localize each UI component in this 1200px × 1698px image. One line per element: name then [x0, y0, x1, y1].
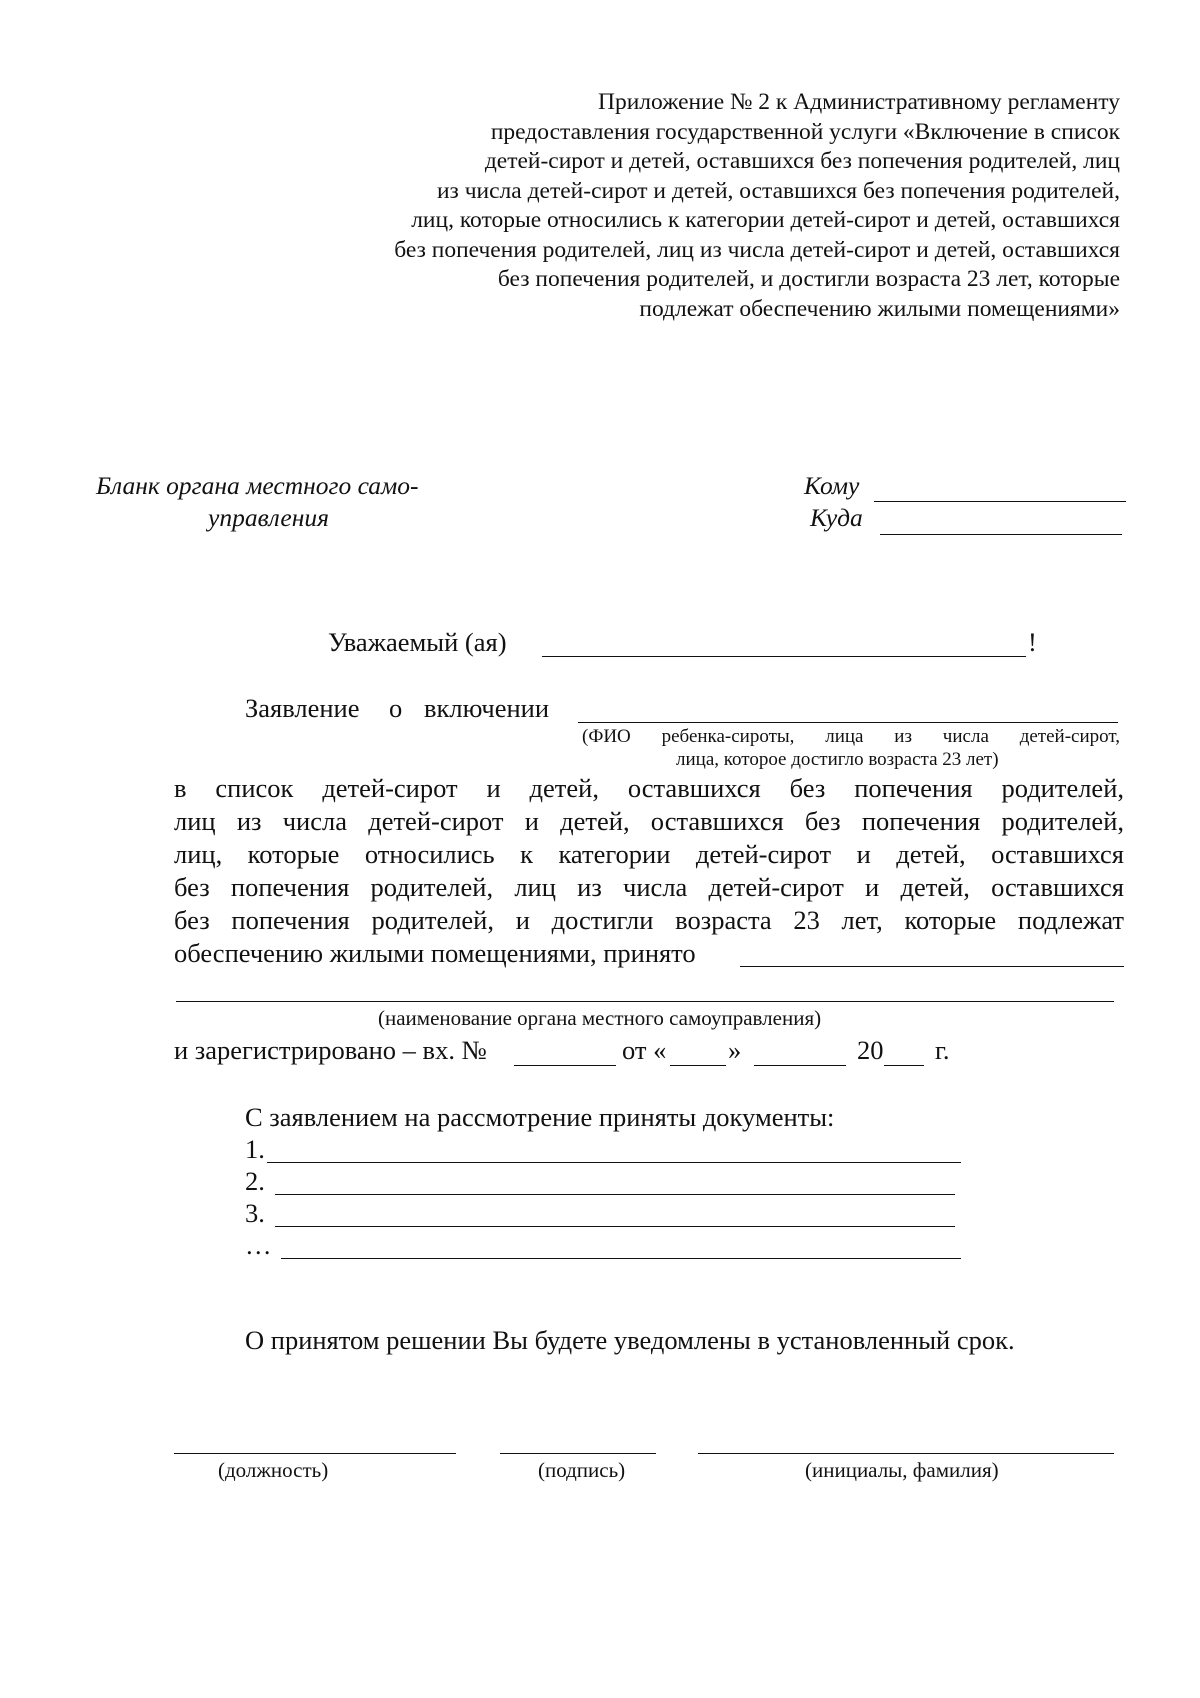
statement-body-line: без попечения родителей, лиц из числа детей-сирот и детей, оставшихся [174, 872, 1124, 902]
document-item-field[interactable] [275, 1194, 955, 1195]
signature-field[interactable] [500, 1453, 656, 1454]
salutation-label: Уважаемый (ая) [328, 627, 507, 657]
accepted-by-field[interactable] [740, 966, 1124, 967]
position-hint: (должность) [218, 1458, 329, 1482]
appendix-line: без попечения родителей, лиц из числа детей-сирот и детей, оставшихся [394, 236, 1120, 263]
appendix-line: без попечения родителей, и достигли возраста 23 лет, которые [497, 266, 1120, 292]
registration-month-field[interactable] [754, 1065, 846, 1066]
appendix-line: Приложение № 2 к Административному регламенту [598, 89, 1120, 115]
statement-body-line: без попечения родителей, и достигли возраста 23 лет, которые подлежат [174, 905, 1124, 935]
position-field[interactable] [174, 1453, 456, 1454]
document-item-field[interactable] [267, 1162, 961, 1163]
fio-hint-line-2: лица, которое достигло возраста 23 лет) [676, 749, 999, 770]
appendix-header [360, 88, 1120, 324]
appendix-line: лиц, которые относились к категории детей-сирот и детей, оставшихся [411, 207, 1120, 233]
recipient-to-label: Кому [804, 471, 860, 500]
salutation-name-field[interactable] [542, 656, 1026, 657]
recipient-to-field[interactable] [874, 501, 1126, 502]
document-item-number: 3. [245, 1198, 265, 1228]
appendix-line: из числа детей-сирот и детей, оставшихся без попечения родителей, [436, 177, 1120, 204]
registration-day-field[interactable] [670, 1065, 726, 1066]
statement-word: о [389, 693, 403, 723]
appendix-line: детей-сирот и детей, оставшихся без попечения родителей, лиц [484, 148, 1120, 174]
statement-body-line: лиц из числа детей-сирот и детей, оставшихся без попечения родителей, [174, 806, 1124, 836]
registration-prefix: и зарегистрировано – вх. № [174, 1035, 487, 1065]
statement-body-line: лиц, которые относились к категории детей-сирот и детей, оставшихся [174, 839, 1124, 869]
recipient-where-field[interactable] [880, 534, 1122, 535]
statement-last-line: обеспечению жилыми помещениями, принято [174, 938, 696, 968]
document-item-number: 2. [245, 1166, 265, 1196]
statement-body-line: в список детей-сирот и детей, оставшихся без попечения родителей, [174, 773, 1124, 803]
fio-field[interactable] [578, 722, 1118, 723]
salutation-exclamation: ! [1028, 627, 1037, 657]
organization-name-field[interactable] [176, 1001, 1114, 1002]
recipient-where-label: Куда [810, 503, 863, 532]
document-item-number: … [245, 1230, 272, 1260]
document-item-number: 1. [245, 1134, 265, 1164]
fio-hint-line-1: (ФИО ребенка-сироты, лица из числа детей-сирот, [582, 726, 1120, 747]
document-item-field[interactable] [275, 1226, 955, 1227]
appendix-line: подлежат обеспечению жилыми помещениями» [639, 295, 1120, 322]
document-item-field[interactable] [281, 1258, 961, 1259]
statement-word: Заявление [245, 693, 360, 723]
appendix-line: предоставления государственной услуги «Включение в список [490, 118, 1120, 145]
full-name-hint: (инициалы, фамилия) [805, 1458, 999, 1482]
registration-year-suffix: г. [935, 1035, 950, 1065]
organization-name-hint: (наименование органа местного самоуправления) [378, 1006, 822, 1030]
registration-year-prefix: 20 [857, 1035, 884, 1065]
signature-hint: (подпись) [538, 1458, 626, 1482]
letterhead-line-2: управления [208, 503, 329, 532]
documents-heading: С заявлением на рассмотрение приняты документы: [245, 1102, 835, 1132]
letterhead-line-1: Бланк органа местного само- [96, 471, 419, 500]
decision-notice: О принятом решении Вы будете уведомлены в установленный срок. [245, 1325, 1015, 1355]
registration-quote-close: » [728, 1035, 742, 1065]
full-name-field[interactable] [698, 1453, 1114, 1454]
statement-word: включении [424, 693, 550, 723]
registration-year-field[interactable] [884, 1065, 924, 1066]
registration-number-field[interactable] [514, 1065, 616, 1066]
registration-from-label: от « [622, 1035, 667, 1065]
